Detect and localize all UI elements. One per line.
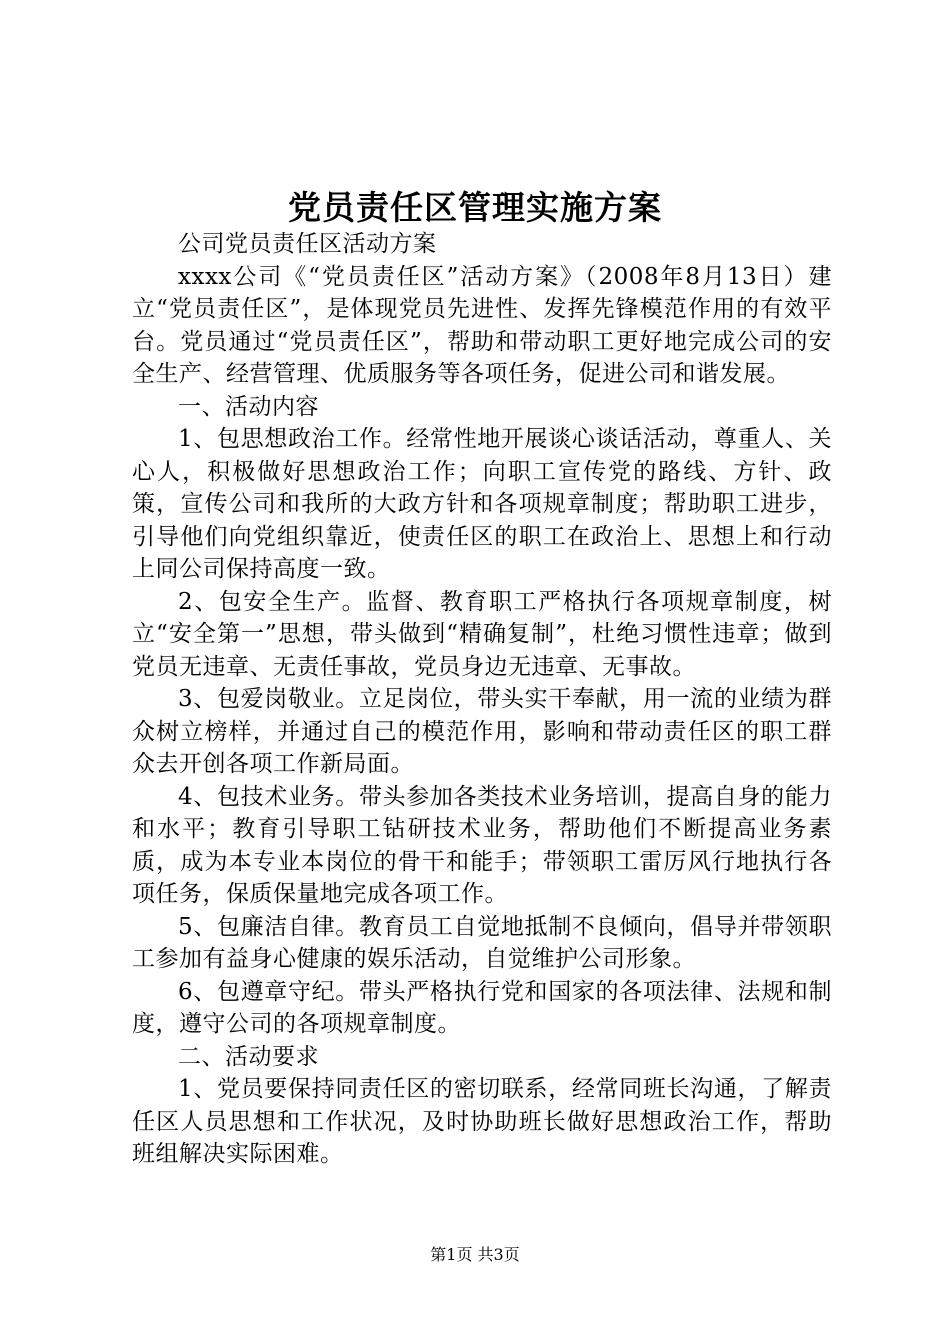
paragraph-item-3: 3、包爱岗敬业。立足岗位，带头实干奉献，用一流的业绩为群众树立榜样，并通过自己的模范作用，影响和带动责任区的职工群众去开创各项工作新局面。 bbox=[132, 686, 832, 777]
paragraph-item-6: 6、包遵章守纪。带头严格执行党和国家的各项法律、法规和制度，遵守公司的各项规章制度。 bbox=[132, 978, 832, 1037]
paragraph-requirement-1: 1、党员要保持同责任区的密切联系，经常同班长沟通，了解责任区人员思想和工作状况，及时协助班长做好思想政治工作，帮助班组解决实际困难。 bbox=[132, 1076, 832, 1167]
section-heading-requirements: 二、活动要求 bbox=[178, 1043, 319, 1070]
paragraph-subtitle: 公司党员责任区活动方案 bbox=[178, 231, 437, 257]
paragraph-item-1: 1、包思想政治工作。经常性地开展谈心谈话活动，尊重人、关心人，积极做好思想政治工作；向职工宣传党的路线、方针、政策，宣传公司和我所的大政方针和各项规章制度；帮助职工进步，引导他们向党组织靠近，使责任区的职工在政治上、思想上和行动上同公司保持高度一致。 bbox=[132, 426, 832, 582]
document-body bbox=[132, 228, 832, 1171]
section-heading-content: 一、活动内容 bbox=[178, 393, 319, 420]
page-footer: 第1页 共3页 bbox=[430, 1245, 520, 1264]
paragraph-item-2: 2、包安全生产。监督、教育职工严格执行各项规章制度，树立“安全第一”思想，带头做到“精确复制”，杜绝习惯性违章；做到党员无违章、无责任事故，党员身边无违章、无事故。 bbox=[132, 588, 832, 680]
document-title: 党员责任区管理实施方案 bbox=[288, 188, 662, 227]
paragraph-item-5: 5、包廉洁自律。教育员工自觉地抵制不良倾向，倡导并带领职工参加有益身心健康的娱乐活动，自觉维护公司形象。 bbox=[132, 913, 832, 972]
paragraph-item-4: 4、包技术业务。带头参加各类技术业务培训，提高自身的能力和水平；教育引导职工钻研技术业务，帮助他们不断提高业务素质，成为本专业本岗位的骨干和能手；带领职工雷厉风行地执行各项任务，保质保量地完成各项工作。 bbox=[132, 783, 832, 907]
paragraph-intro: xxxx公司《“党员责任区”活动方案》（2008年8月13日）建立“党员责任区”，是体现党员先进性、发挥先锋模范作用的有效平台。党员通过“党员责任区”，帮助和带动职工更好地完成公司的安全生产、经营管理、优质服务等各项任务，促进公司和谐发展。 bbox=[132, 263, 832, 387]
